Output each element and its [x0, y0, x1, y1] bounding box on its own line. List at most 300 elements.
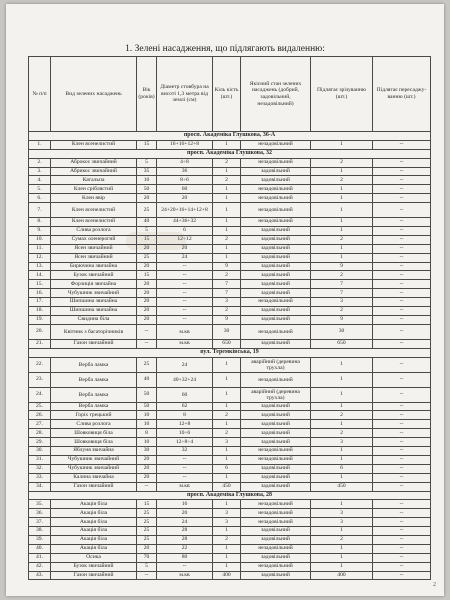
cell-number: 42. [29, 562, 51, 571]
cell-replant: -- [373, 315, 431, 324]
cell-species: Акація біла [51, 518, 137, 527]
cell-species: Акація біла [51, 527, 137, 536]
cell-condition: задовільний [241, 429, 311, 438]
cell-condition: незадовільний [241, 372, 311, 387]
cell-species: Ясен звичайний [51, 244, 137, 253]
cell-number: 15. [29, 280, 51, 289]
cell-felling: 30 [311, 324, 373, 339]
cell-age: -- [137, 571, 157, 580]
cell-condition: задовільний [241, 176, 311, 185]
cell-age: 70 [137, 553, 157, 562]
cell-count: 1 [213, 500, 241, 509]
cell-condition: незадовільний [241, 455, 311, 464]
cell-species: Калина звичайна [51, 473, 137, 482]
cell-replant: -- [373, 194, 431, 203]
cell-diameter: 60 [157, 185, 213, 194]
cell-felling: 2 [311, 307, 373, 316]
cell-felling: 400 [311, 571, 373, 580]
table-row [29, 500, 431, 509]
cell-count: 1 [213, 253, 241, 262]
cell-number: 23. [29, 372, 51, 387]
cell-species: Бузок звичайний [51, 271, 137, 280]
cell-number: 28. [29, 429, 51, 438]
cell-number: 14. [29, 271, 51, 280]
cell-count: 1 [213, 357, 241, 372]
cell-count: 2 [213, 158, 241, 167]
cell-count: 9 [213, 262, 241, 271]
table-row [29, 339, 431, 348]
cell-number: 17. [29, 298, 51, 307]
cell-diameter: 12÷8÷4 [157, 438, 213, 447]
cell-felling: 1 [311, 185, 373, 194]
table-row [29, 167, 431, 176]
table-row [29, 420, 431, 429]
cell-felling: 1 [311, 544, 373, 553]
cell-replant: -- [373, 438, 431, 447]
table-row [29, 402, 431, 411]
cell-count: 400 [213, 571, 241, 580]
cell-number: 1. [29, 140, 51, 149]
cell-count: 1 [213, 455, 241, 464]
cell-felling: 2 [311, 429, 373, 438]
table-row [29, 553, 431, 562]
table-row [29, 307, 431, 316]
cell-condition: задовільний [241, 339, 311, 348]
cell-age: 8 [137, 429, 157, 438]
cell-diameter: м.кв [157, 482, 213, 491]
cell-felling: 2 [311, 411, 373, 420]
section-address: просп. Академіка Глушкова, 32 [29, 149, 431, 158]
cell-replant: -- [373, 185, 431, 194]
cell-felling: 1 [311, 140, 373, 149]
cell-diameter: -- [157, 464, 213, 473]
cell-number: 33. [29, 473, 51, 482]
cell-number: 10. [29, 235, 51, 244]
cell-species: Слива розлога [51, 227, 137, 236]
cell-replant: -- [373, 158, 431, 167]
cell-condition: незадовільний [241, 324, 311, 339]
table-row [29, 535, 431, 544]
cell-count: 1 [213, 218, 241, 227]
cell-replant: -- [373, 176, 431, 185]
cell-species: Свидина біла [51, 315, 137, 324]
cell-diameter: 12+8 [157, 420, 213, 429]
cell-felling: 3 [311, 438, 373, 447]
table-header-row [29, 57, 431, 132]
cell-replant: -- [373, 227, 431, 236]
cell-diameter: 40+32+24 [157, 372, 213, 387]
cell-replant: -- [373, 402, 431, 411]
trees-table [28, 56, 431, 580]
cell-number: 11. [29, 244, 51, 253]
cell-condition: задовільний [241, 571, 311, 580]
cell-replant: -- [373, 447, 431, 456]
cell-count: 6 [213, 464, 241, 473]
cell-number: 35. [29, 500, 51, 509]
cell-age: 5 [137, 562, 157, 571]
cell-diameter: м.кв [157, 571, 213, 580]
cell-age: 10 [137, 411, 157, 420]
cell-felling: 9 [311, 262, 373, 271]
header-count: Кіль кість (шт.) [213, 57, 241, 132]
cell-felling: 450 [311, 482, 373, 491]
cell-count: 9 [213, 315, 241, 324]
cell-count: 1 [213, 203, 241, 218]
cell-condition: незадовільний [241, 298, 311, 307]
cell-diameter: 32 [157, 447, 213, 456]
cell-condition: задовільний [241, 473, 311, 482]
cell-age: 20 [137, 194, 157, 203]
cell-count: 7 [213, 280, 241, 289]
cell-felling: 2 [311, 535, 373, 544]
cell-condition: задовільний [241, 438, 311, 447]
cell-species: Горіх грецький [51, 411, 137, 420]
cell-replant: -- [373, 455, 431, 464]
cell-condition: незадовільний [241, 218, 311, 227]
cell-species: Бузок звичайний [51, 562, 137, 571]
cell-felling: 1 [311, 218, 373, 227]
cell-diameter: -- [157, 289, 213, 298]
cell-age: 25 [137, 509, 157, 518]
cell-diameter: м.кв [157, 339, 213, 348]
cell-replant: -- [373, 387, 431, 402]
cell-felling: 3 [311, 298, 373, 307]
cell-number: 40. [29, 544, 51, 553]
cell-felling: 1 [311, 357, 373, 372]
cell-number: 25. [29, 402, 51, 411]
cell-number: 26. [29, 411, 51, 420]
header-species: Вид зелених насаджень [51, 57, 137, 132]
cell-age: 20 [137, 262, 157, 271]
cell-count: 1 [213, 167, 241, 176]
cell-felling: 1 [311, 194, 373, 203]
cell-age: 20 [137, 464, 157, 473]
cell-species: Осика [51, 553, 137, 562]
cell-species: Клен явір [51, 194, 137, 203]
table-row [29, 262, 431, 271]
cell-replant: -- [373, 509, 431, 518]
table-row [29, 194, 431, 203]
cell-condition: незадовільний [241, 509, 311, 518]
cell-felling: 1 [311, 447, 373, 456]
cell-age: 40 [137, 218, 157, 227]
cell-felling: 1 [311, 387, 373, 402]
cell-condition: незадовільний [241, 447, 311, 456]
cell-species: Клен ясенелистий [51, 140, 137, 149]
cell-number: 31. [29, 455, 51, 464]
cell-felling: 1 [311, 455, 373, 464]
cell-age: -- [137, 324, 157, 339]
table-row [29, 280, 431, 289]
cell-diameter: 80 [157, 553, 213, 562]
cell-replant: -- [373, 518, 431, 527]
table-row [29, 464, 431, 473]
table-row [29, 140, 431, 149]
cell-age: 5 [137, 158, 157, 167]
cell-replant: -- [373, 262, 431, 271]
cell-replant: -- [373, 571, 431, 580]
cell-species: Газон звичайний [51, 339, 137, 348]
cell-age: 20 [137, 298, 157, 307]
cell-number: 39. [29, 535, 51, 544]
header-age: Вік (років) [137, 57, 157, 132]
cell-felling: 6 [311, 464, 373, 473]
cell-species: Верба ламка [51, 372, 137, 387]
cell-replant: -- [373, 500, 431, 509]
cell-diameter: 12÷12 [157, 235, 213, 244]
cell-count: 2 [213, 176, 241, 185]
cell-felling: 1 [311, 527, 373, 536]
header-condition: Якісний стан зелених насаджень (добрий, задовільний, незадовільний) [241, 57, 311, 132]
cell-number: 38. [29, 527, 51, 536]
cell-number: 34. [29, 482, 51, 491]
table-row [29, 271, 431, 280]
table-row [29, 315, 431, 324]
cell-diameter: -- [157, 562, 213, 571]
cell-diameter: -- [157, 280, 213, 289]
cell-replant: -- [373, 464, 431, 473]
table-row [29, 185, 431, 194]
cell-count: 7 [213, 289, 241, 298]
cell-replant: -- [373, 324, 431, 339]
table-row [29, 227, 431, 236]
cell-species: Чубушник звичайний [51, 289, 137, 298]
cell-replant: -- [373, 167, 431, 176]
cell-species: Клен сріблястий [51, 185, 137, 194]
cell-felling: 2 [311, 176, 373, 185]
cell-condition: задовільний [241, 167, 311, 176]
cell-species: Чубушник звичайний [51, 455, 137, 464]
cell-species: Форзиція звичайна [51, 280, 137, 289]
cell-diameter: -- [157, 473, 213, 482]
cell-age: 50 [137, 387, 157, 402]
cell-count: 1 [213, 473, 241, 482]
cell-diameter: -- [157, 271, 213, 280]
cell-felling: 1 [311, 473, 373, 482]
cell-condition: задовільний [241, 227, 311, 236]
cell-number: 29. [29, 438, 51, 447]
cell-replant: -- [373, 527, 431, 536]
cell-number: 6. [29, 194, 51, 203]
cell-count: 2 [213, 235, 241, 244]
cell-number: 18. [29, 307, 51, 316]
table-row [29, 482, 431, 491]
cell-number: 5. [29, 185, 51, 194]
cell-count: 3 [213, 298, 241, 307]
cell-species: Абрикос звичайний [51, 167, 137, 176]
cell-felling: 650 [311, 339, 373, 348]
cell-age: 25 [137, 535, 157, 544]
cell-number: 37. [29, 518, 51, 527]
cell-age: 25 [137, 518, 157, 527]
cell-diameter: 16+16+12+8 [157, 140, 213, 149]
cell-replant: -- [373, 235, 431, 244]
table-row [29, 562, 431, 571]
cell-felling: 2 [311, 271, 373, 280]
cell-age: 25 [137, 527, 157, 536]
cell-species: Бирючина звичайна [51, 262, 137, 271]
cell-species: Шипшина звичайна [51, 307, 137, 316]
cell-number: 43. [29, 571, 51, 580]
table-row [29, 473, 431, 482]
cell-number: 24. [29, 387, 51, 402]
cell-number: 9. [29, 227, 51, 236]
cell-condition: задовільний [241, 262, 311, 271]
cell-age: 15 [137, 271, 157, 280]
cell-condition: незадовільний [241, 544, 311, 553]
cell-age: 15 [137, 140, 157, 149]
cell-count: 1 [213, 194, 241, 203]
cell-condition: задовільний [241, 280, 311, 289]
cell-number: 20. [29, 324, 51, 339]
cell-felling: 7 [311, 289, 373, 298]
cell-replant: -- [373, 420, 431, 429]
cell-felling: 7 [311, 280, 373, 289]
cell-number: 12. [29, 253, 51, 262]
cell-diameter: -- [157, 298, 213, 307]
cell-replant: -- [373, 429, 431, 438]
cell-diameter: 60 [157, 387, 213, 402]
cell-diameter: 20 [157, 244, 213, 253]
header-replant: Підлягає пересаджу- ванню (шт.) [373, 57, 431, 132]
cell-age: 20 [137, 289, 157, 298]
cell-count: 1 [213, 372, 241, 387]
cell-replant: -- [373, 203, 431, 218]
cell-condition: задовільний [241, 315, 311, 324]
cell-felling: 1 [311, 227, 373, 236]
cell-species: Акація біла [51, 535, 137, 544]
cell-condition: задовільний [241, 535, 311, 544]
cell-replant: -- [373, 544, 431, 553]
cell-age: 10 [137, 420, 157, 429]
table-row [29, 235, 431, 244]
table-row [29, 571, 431, 580]
cell-condition: задовільний [241, 289, 311, 298]
section-address: вул. Теремківська, 19 [29, 348, 431, 357]
cell-species: Верба ламка [51, 387, 137, 402]
table-row [29, 411, 431, 420]
table-row [29, 387, 431, 402]
cell-diameter: 24+20+16+14+12+8 [157, 203, 213, 218]
cell-replant: -- [373, 140, 431, 149]
cell-species: Клен ясенелистий [51, 203, 137, 218]
cell-age: 20 [137, 473, 157, 482]
section-row [29, 132, 431, 141]
cell-replant: -- [373, 482, 431, 491]
cell-age: 5 [137, 227, 157, 236]
cell-felling: 1 [311, 420, 373, 429]
cell-replant: -- [373, 289, 431, 298]
cell-felling: 9 [311, 315, 373, 324]
cell-condition: задовільний [241, 420, 311, 429]
cell-age: 25 [137, 253, 157, 262]
cell-diameter: -- [157, 262, 213, 271]
document-title: 1. Зелені насадження, що підлягають видаленню: [125, 44, 325, 54]
table-row [29, 324, 431, 339]
cell-species: Слива розлога [51, 420, 137, 429]
cell-age: 25 [137, 357, 157, 372]
table-row [29, 527, 431, 536]
cell-count: 2 [213, 271, 241, 280]
cell-species: Шовковиця біла [51, 438, 137, 447]
cell-replant: -- [373, 553, 431, 562]
header-felling: Підлягає зрізуванню (шт.) [311, 57, 373, 132]
cell-replant: -- [373, 218, 431, 227]
table-row [29, 518, 431, 527]
cell-count: 1 [213, 562, 241, 571]
cell-age: 50 [137, 402, 157, 411]
cell-condition: незадовільний [241, 158, 311, 167]
cell-number: 41. [29, 553, 51, 562]
cell-number: 8. [29, 218, 51, 227]
cell-felling: 1 [311, 372, 373, 387]
cell-diameter: 6 [157, 227, 213, 236]
table-row [29, 372, 431, 387]
cell-condition: задовільний [241, 464, 311, 473]
cell-condition: незадовільний [241, 140, 311, 149]
cell-condition: задовільний [241, 411, 311, 420]
cell-diameter: 62 [157, 402, 213, 411]
cell-condition: аварійний (деревина трухла) [241, 387, 311, 402]
section-row [29, 491, 431, 500]
cell-condition: задовільний [241, 307, 311, 316]
cell-felling: 2 [311, 158, 373, 167]
table-row [29, 176, 431, 185]
cell-condition: задовільний [241, 253, 311, 262]
cell-species: Шовковиця біла [51, 429, 137, 438]
cell-age: 20 [137, 315, 157, 324]
cell-diameter: 4÷8 [157, 158, 213, 167]
cell-number: 21. [29, 339, 51, 348]
cell-species: Акація біла [51, 544, 137, 553]
table-row [29, 429, 431, 438]
table-row [29, 298, 431, 307]
cell-diameter: м.кв [157, 324, 213, 339]
section-row [29, 149, 431, 158]
cell-diameter: 36 [157, 167, 213, 176]
cell-diameter: 8÷6 [157, 176, 213, 185]
table-row [29, 158, 431, 167]
table-row [29, 357, 431, 372]
cell-condition: задовільний [241, 402, 311, 411]
section-address: просп. Академіка Глушкова, 36-А [29, 132, 431, 141]
cell-felling: 3 [311, 518, 373, 527]
cell-condition: задовільний [241, 235, 311, 244]
cell-felling: 2 [311, 235, 373, 244]
cell-number: 2. [29, 158, 51, 167]
cell-felling: 1 [311, 203, 373, 218]
cell-condition: задовільний [241, 271, 311, 280]
cell-diameter: 20 [157, 194, 213, 203]
cell-replant: -- [373, 244, 431, 253]
cell-diameter: 24 [157, 518, 213, 527]
section-row [29, 348, 431, 357]
cell-diameter: 24 [157, 253, 213, 262]
cell-condition: задовільний [241, 244, 311, 253]
cell-count: 1 [213, 544, 241, 553]
cell-age: -- [137, 339, 157, 348]
cell-age: 20 [137, 244, 157, 253]
cell-number: 13. [29, 262, 51, 271]
cell-number: 32. [29, 464, 51, 473]
cell-replant: -- [373, 357, 431, 372]
cell-condition: незадовільний [241, 500, 311, 509]
table-row [29, 455, 431, 464]
cell-species: Квітник з багаторічників [51, 324, 137, 339]
cell-condition: задовільний [241, 482, 311, 491]
cell-age: 20 [137, 544, 157, 553]
cell-number: 7. [29, 203, 51, 218]
